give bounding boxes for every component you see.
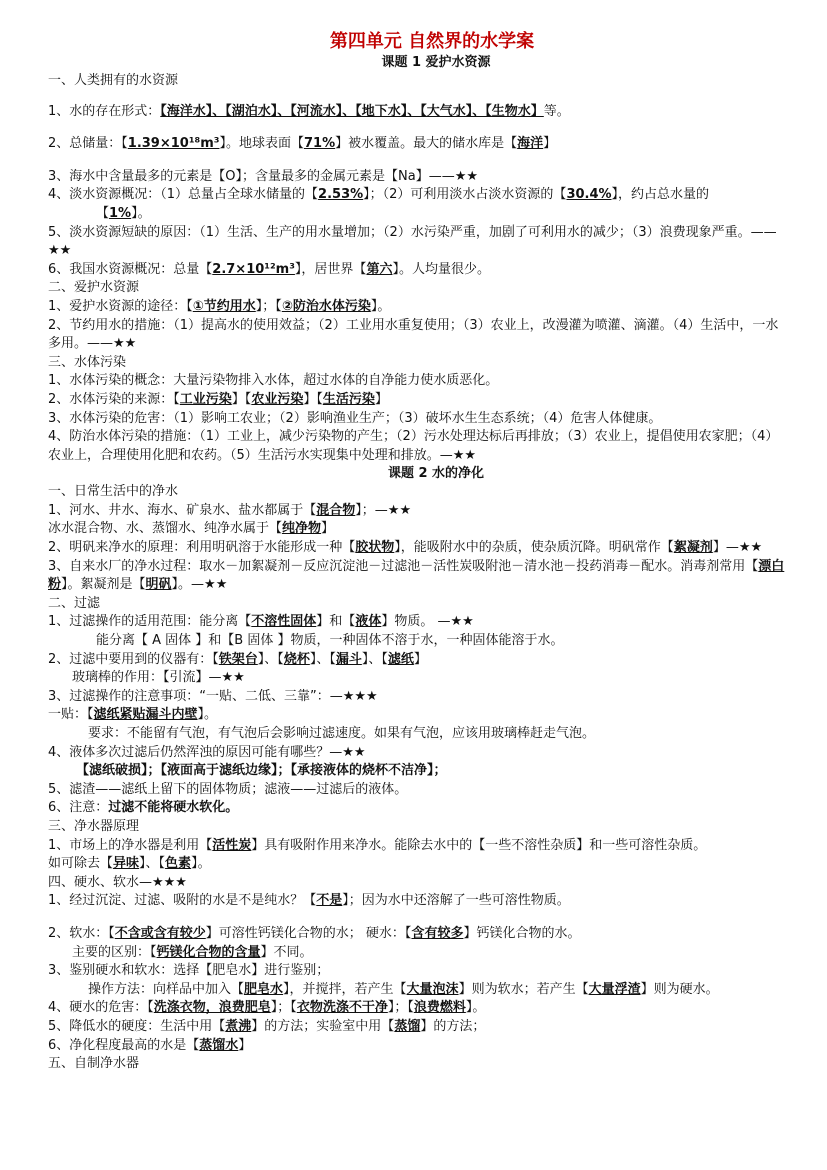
item-purifier-removes: 如可除去【异味】、【色素】。 <box>48 856 211 872</box>
item-mixtures: 1、河水、井水、海水、矿泉水、盐水都属于【混合物】；—★★ <box>48 502 412 518</box>
item-pure-substances: 冰水混合物、水、蒸馏水、纯净水属于【纯净物】 <box>48 521 335 537</box>
item-pollution-harm: 3、水体污染的危害：（1）影响工农业；（2）影响渔业生产；（3）破坏水生生态系统；（4）危害人体健康。 <box>48 410 662 426</box>
section-3-heading: 三、水体污染 <box>48 354 127 370</box>
item-main-difference: 主要的区别：【钙镁化合物的含量】不同。 <box>72 944 313 960</box>
item-still-turbid: 4、液体多次过滤后仍然浑浊的原因可能有哪些？—★★ <box>48 744 366 760</box>
item-freshwater-overview: 4、淡水资源概况：（1）总量占全球水储量的【2.53%】；（2）可利用淡水占淡水资源的【30.4%】，约占总水量的 <box>48 187 710 203</box>
document-page <box>48 30 788 1074</box>
item-seawater-elements: 3、海水中含量最多的元素是【O】；含量最多的金属元素是【Na】——★★ <box>48 168 479 184</box>
item-freshwater-shortage: 5、淡水资源短缺的原因：（1）生活、生产的用水量增加；（2）水污染严重，加剧了可利用水的减少；（3）浪费现象严重。——★★ <box>48 224 777 259</box>
section-filter-heading: 二、过滤 <box>48 595 101 611</box>
item-waterworks: 3、自来水厂的净水过程：取水－加絮凝剂－反应沉淀池－过滤池－活性炭吸附池－清水池－投药消毒－配水。消毒剂常用【漂白粉】。絮凝剂是【明矾】。—★★ <box>48 558 785 593</box>
section-2-heading: 二、爱护水资源 <box>48 280 140 296</box>
item-one-stick: 一贴：【滤纸紧贴漏斗内壁】。 <box>48 707 218 723</box>
item-total-storage: 2、总储量：【1.39×10¹⁸m³】。地球表面【71%】被水覆盖。最大的储水库是【海洋】 <box>48 136 557 152</box>
item-turbid-reasons: 【滤纸破损】；【液面高于滤纸边缘】；【承接液体的烧杯不洁净】； <box>76 763 447 779</box>
item-alum: 2、明矾来净水的原理：利用明矾溶于水能形成一种【胶状物】，能吸附水中的杂质，使杂质沉降。明矾常作【絮凝剂】—★★ <box>48 540 763 556</box>
item-note: 6、注意：过滤不能将硬水软化。 <box>48 800 239 816</box>
section-diy-heading: 五、自制净水器 <box>48 1056 140 1072</box>
item-filter-notes: 3、过滤操作的注意事项：“一贴、二低、三靠”：—★★★ <box>48 688 378 704</box>
item-pollution-concept: 1、水体污染的概念：大量污染物排入水体，超过水体的自净能力使水质恶化。 <box>48 373 499 389</box>
item-filter-scope: 1、过滤操作的适用范围：能分离【不溶性固体】和【液体】物质。 —★★ <box>48 614 474 630</box>
item-residue: 5、滤渣——滤纸上留下的固体物质；滤液——过滤后的液体。 <box>48 781 408 797</box>
item-protect-ways: 1、爱护水资源的途径：【①节约用水】；【②防治水体污染】。 <box>48 298 391 314</box>
item-method: 操作方法：向样品中加入【肥皂水】，并搅拌，若产生【大量泡沫】则为软水；若产生【大量浮渣】则为硬水。 <box>88 981 719 997</box>
lesson-1-heading: 课题 1 爱护水资源 <box>381 55 491 70</box>
item-hard-water-harm: 4、硬水的危害：【洗涤衣物，浪费肥皂】；【衣物洗涤不干净】；【浪费燃料】。 <box>48 1000 486 1016</box>
item-water-forms: 1、水的存在形式：【海洋水】、【湖泊水】、【河流水】、【地下水】、【大气水】、【生物水】等。 <box>48 103 570 119</box>
document-title: 第四单元 自然界的水学案 <box>329 31 535 52</box>
item-china-water: 6、我国水资源概况：总量【2.7×10¹²m³】，居世界【第六】。人均量很少。 <box>48 261 490 277</box>
section-1-heading: 一、人类拥有的水资源 <box>48 73 179 88</box>
item-purest-water: 6、净化程度最高的水是【蒸馏水】 <box>48 1037 252 1053</box>
section-hard-soft-heading: 四、硬水、软水—★★★ <box>48 874 187 890</box>
item-purifier: 1、市场上的净水器是利用【活性炭】具有吸附作用来净水。能除去水中的【一些不溶性杂质】和一些可溶性杂质。 <box>48 837 707 853</box>
section-purifier-heading: 三、净水器原理 <box>48 818 140 834</box>
lesson-2-heading: 课题 2 水的净化 <box>387 466 485 482</box>
item-soft-hard-definition: 2、软水：【不含或含有较少】可溶性钙镁化合物的水； 硬水：【含有较多】钙镁化合物的水。 <box>48 925 581 941</box>
item-glass-rod: 玻璃棒的作用：【引流】—★★ <box>72 670 245 686</box>
item-reduce-hardness: 5、降低水的硬度：生活中用【煮沸】的方法；实验室中用【蒸馏】的方法； <box>48 1018 486 1034</box>
item-filter-instruments: 2、过滤中要用到的仪器有：【铁架台】、【烧杯】、【漏斗】、【滤纸】 <box>48 651 427 667</box>
item-filter-solids: 能分离【 A 固体 】和【B 固体 】物质，一种固体不溶于水，一种固体能溶于水。 <box>96 633 564 649</box>
item-pure-water-question: 1、经过沉淀、过滤、吸附的水是不是纯水？【不是】；因为水中还溶解了一些可溶性物质。 <box>48 893 570 909</box>
item-pollution-prevention: 4、防治水体污染的措施：（1）工业上，减少污染物的产生；（2）污水处理达标后再排放；（3）农业上，提倡使用农家肥；（4）农业上，合理使用化肥和农药。（5）生活污水实现集中处理和排放。—★★ <box>48 429 779 463</box>
item-pollution-sources: 2、水体污染的来源：【工业污染】【农业污染】【生活污染】 <box>48 391 388 407</box>
item-freshwater-overview-cont: 【1%】。 <box>96 205 151 221</box>
item-bubbles: 要求：不能留有气泡，有气泡后会影响过滤速度。如果有气泡，应该用玻璃棒赶走气泡。 <box>88 726 596 741</box>
item-save-water: 2、节约用水的措施：（1）提高水的使用效益；（2）工业用水重复使用；（3）农业上，改漫灌为喷灌、滴灌。（4）生活中，一水多用。——★★ <box>48 317 779 352</box>
item-identify: 3、鉴别硬水和软水：选择【肥皂水】进行鉴别； <box>48 963 330 979</box>
section-purify-heading: 一、日常生活中的净水 <box>48 484 179 500</box>
